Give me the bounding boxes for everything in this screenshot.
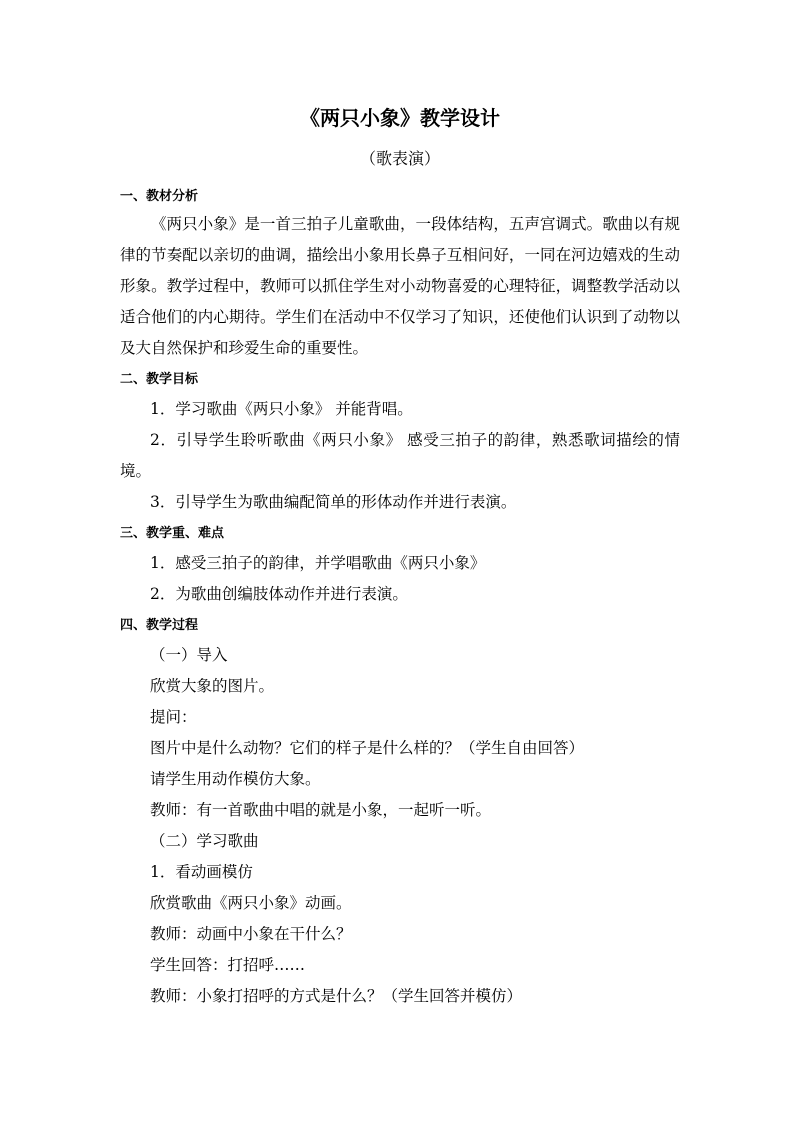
process-line: 欣赏歌曲《两只小象》动画。 — [150, 894, 352, 912]
goal-item: 2．引导学生聆听歌曲《两只小象》 感受三拍子的韵律，熟悉歌词描绘的情境。 — [120, 431, 680, 480]
document-page — [120, 103, 680, 1012]
materials-paragraph: 《两只小象》是一首三拍子儿童歌曲，一段体结构，五声宫调式。歌曲以有规律的节奏配以亲切的曲调，描绘出小象用长鼻子互相问好，一同在河边嬉戏的生动形象。教学过程中，教师可以抓住学生对小动物喜爱的心理特征，调整教学活动以适合他们的内心期待。学生们在活动中不仅学习了知识，还使他们认识到了动物以及大自然保护和珍爱生命的重要性。 — [120, 215, 680, 357]
section-heading-materials: 一、教材分析 — [120, 189, 199, 204]
section-heading-process: 四、教学过程 — [120, 618, 199, 633]
process-line: 欣赏大象的图片。 — [150, 677, 275, 695]
process-subheading: （二）学习歌曲 — [150, 832, 259, 850]
section-heading-key-points: 三、教学重、难点 — [120, 526, 225, 541]
key-point-item: 1．感受三拍子的韵律，并学唱歌曲《两只小象》 — [150, 554, 486, 572]
key-point-item: 2．为歌曲创编肢体动作并进行表演。 — [150, 585, 408, 603]
process-line: 图片中是什么动物？它们的样子是什么样的？（学生自由回答） — [150, 739, 585, 757]
section-heading-goals: 二、教学目标 — [120, 372, 199, 387]
document-title: 《两只小象》教学设计 — [300, 106, 500, 130]
process-line: 学生回答：打招呼…… — [150, 956, 306, 974]
process-line: 提问： — [150, 708, 197, 726]
goal-item: 1．学习歌曲《两只小象》 并能背唱。 — [150, 400, 413, 418]
process-line: 请学生用动作模仿大象。 — [150, 770, 321, 788]
process-line: 教师：小象打招呼的方式是什么？（学生回答并模仿） — [150, 987, 523, 1005]
process-line: 1．看动画模仿 — [150, 863, 253, 881]
process-line: 教师：有一首歌曲中唱的就是小象，一起听一听。 — [150, 801, 492, 819]
document-subtitle: （歌表演） — [359, 149, 440, 168]
process-subheading: （一）导入 — [150, 646, 228, 664]
goal-item: 3．引导学生为歌曲编配简单的形体动作并进行表演。 — [150, 493, 517, 511]
process-line: 教师：动画中小象在干什么？ — [150, 925, 352, 943]
